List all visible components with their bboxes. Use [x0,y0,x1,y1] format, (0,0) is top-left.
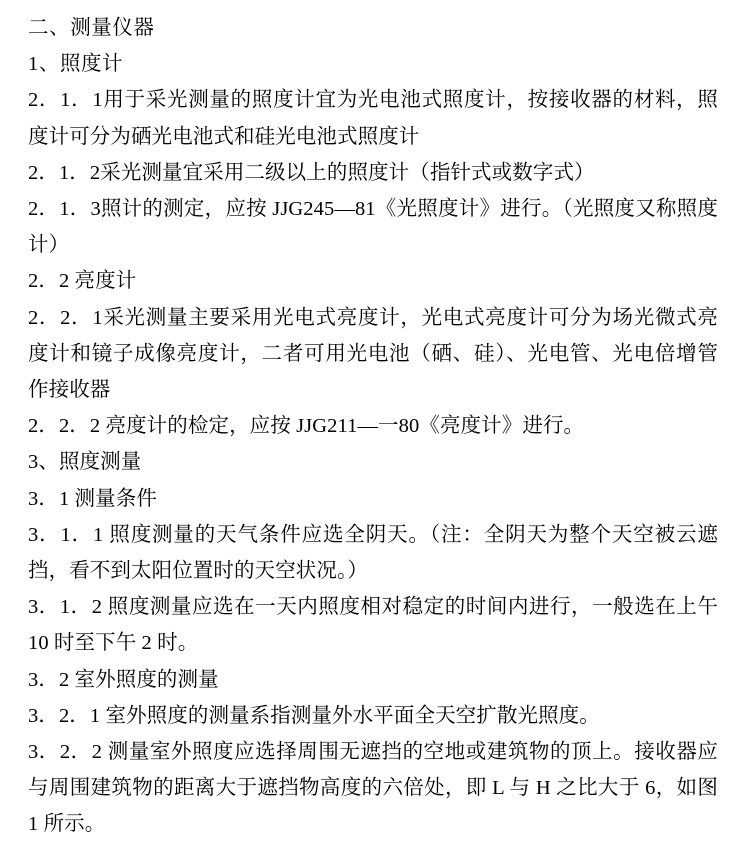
paragraph-item-3-1-1: 3．1．1 照度测量的天气条件应选全阴天。（注：全阴天为整个天空被云遮挡，看不到太阳位置时的天空状况。） [28,523,718,583]
paragraph-item-3-1-heading: 3．1 测量条件 [28,487,157,510]
paragraph-item-3-2-heading: 3．2 室外照度的测量 [28,668,219,691]
paragraph-item-1-heading: 1、照度计 [28,53,124,76]
paragraph-item-3-heading: 3、照度测量 [28,451,142,474]
paragraph-item-2-2-heading: 2．2 亮度计 [28,270,137,293]
paragraph-item-2-1-3: 2．1．3照计的测定，应按 JJG245—81《光照度计》进行。（光照度又称照度计） [28,198,718,257]
paragraph-item-3-2-1: 3．2．1 室外照度的测量系指测量外水平面全天空扩散光照度。 [28,704,600,727]
paragraph-item-2-1-1: 2．1．1用于采光测量的照度计宜为光电池式照度计，按接收器的材料，照度计可分为硒光电池式和硅光电池式照度计 [28,89,718,148]
paragraph-item-3-1-2: 3．1．2 照度测量应选在一天内照度相对稳定的时间内进行，一般选在上午 10 时至下午 2 时。 [28,596,718,655]
paragraph-item-2-1-2: 2．1．2采光测量宜采用二级以上的照度计（指针式或数字式） [28,161,595,184]
paragraph-item-2-2-1: 2．2．1采光测量主要采用光电式亮度计，光电式亮度计可分为场光微式亮度计和镜子成像亮度计，二者可用光电池（硒、硅）、光电管、光电倍增管作接收器 [28,306,718,402]
paragraph-item-2-2-2: 2．2．2 亮度计的检定，应按 JJG211—一80《亮度计》进行。 [28,415,585,438]
paragraph-section-heading: 二、测量仪器 [28,17,155,39]
paragraph-item-3-2-2: 3．2．2 测量室外照度应选择周围无遮挡的空地或建筑物的顶上。接收器应与周围建筑物的距离大于遮挡物高度的六倍处，即 L 与 H 之比大于 6，如图 1 所示。 [28,741,718,836]
